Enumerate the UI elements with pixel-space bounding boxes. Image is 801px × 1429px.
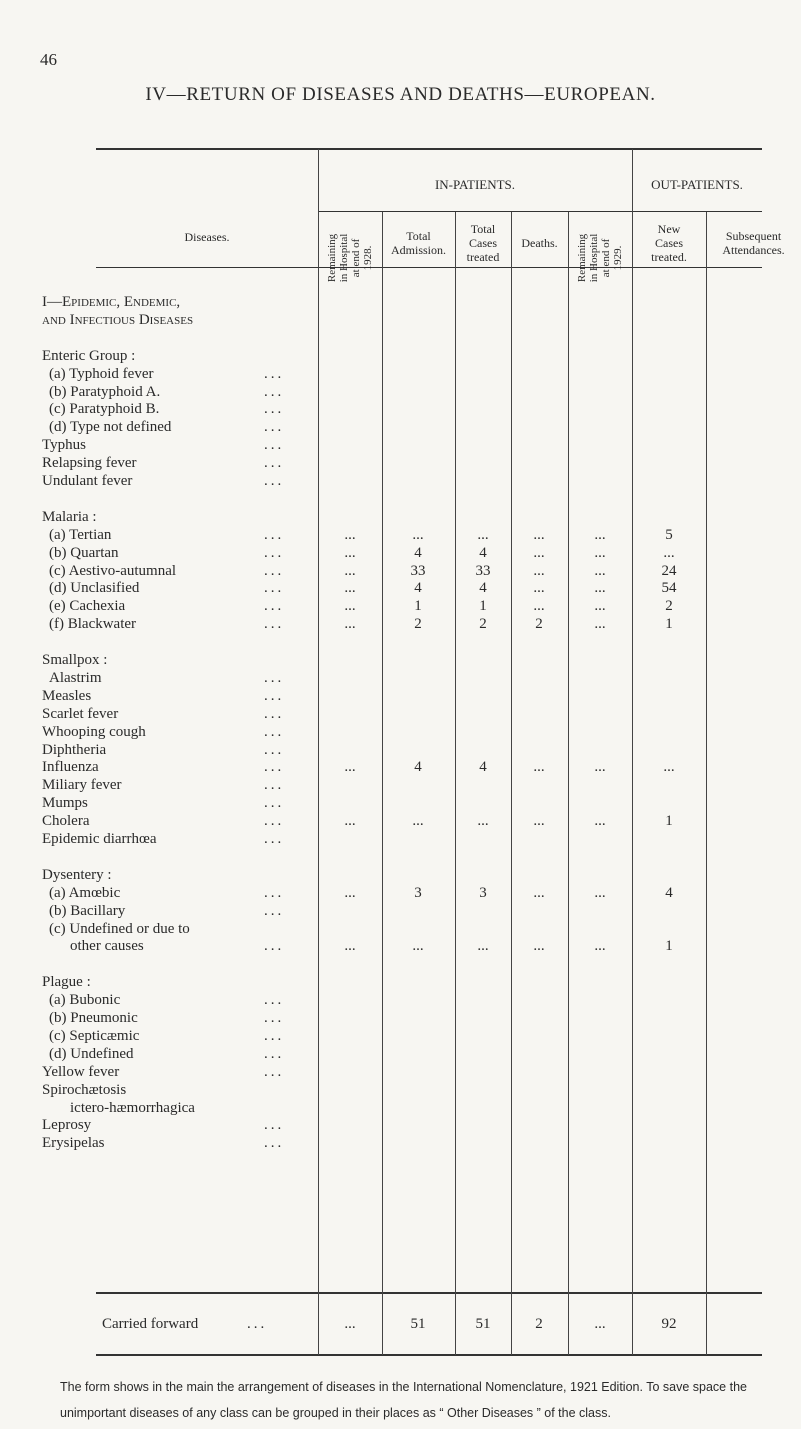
row-label: (c) Aestivo-autumnal — [49, 562, 177, 579]
table-row — [42, 903, 762, 921]
leader-dots: ... — [264, 473, 285, 489]
row-value: 1 — [414, 598, 422, 615]
table-row — [42, 598, 762, 616]
row-label: I—Epidemic, Endemic, — [42, 294, 181, 310]
table-row — [42, 1135, 762, 1153]
table-row — [42, 688, 762, 706]
row-label: (a) Typhoid fever — [49, 365, 154, 382]
subheader-rule — [318, 211, 762, 212]
table-row — [42, 652, 762, 670]
row-label: Undulant fever — [42, 473, 133, 489]
leader-dots: ... — [264, 616, 285, 633]
row-label: (d) Type not defined — [49, 419, 172, 436]
table-row — [42, 813, 762, 831]
leader-dots: ... — [264, 705, 285, 722]
row-value: ... — [344, 616, 356, 633]
table-row — [42, 831, 762, 849]
row-value: ... — [533, 884, 545, 901]
table-row — [42, 1010, 762, 1028]
row-label: Mumps — [42, 795, 88, 812]
leader-dots: ... — [264, 1027, 285, 1044]
row-value: 5 — [665, 526, 673, 543]
row-value: ... — [594, 562, 606, 579]
row-value: ... — [594, 759, 606, 776]
row-value: 54 — [661, 580, 677, 597]
leader-dots: ... — [264, 526, 285, 543]
table-row — [42, 527, 762, 545]
leader-dots: ... — [264, 831, 285, 847]
leader-dots: ... — [264, 777, 285, 794]
header-bottom-rule — [96, 267, 762, 268]
row-label: Alastrim — [49, 669, 102, 686]
header-line: 1928. — [362, 245, 374, 271]
row-value: ... — [344, 544, 356, 561]
table-row — [42, 849, 762, 867]
table-row — [42, 616, 762, 634]
table-row — [42, 921, 762, 939]
leader-dots: ... — [247, 1316, 268, 1332]
row-value: 33 — [410, 562, 426, 579]
row-value: ... — [594, 616, 606, 633]
table-row — [42, 419, 762, 437]
row-label: Measles — [42, 687, 92, 704]
table-row — [42, 294, 762, 312]
header-total-admission: Total Admission. — [390, 229, 446, 257]
leader-dots: ... — [264, 437, 285, 454]
row-value: ... — [344, 598, 356, 615]
row-value: ... — [477, 938, 489, 955]
total-value: 51 — [410, 1316, 426, 1332]
row-value: ... — [663, 759, 675, 776]
leader-dots: ... — [264, 383, 285, 400]
table-row — [42, 670, 762, 688]
header-subsequent: Subsequent Attendances. — [722, 229, 785, 257]
row-value: 2 — [665, 598, 673, 615]
leader-dots: ... — [264, 723, 285, 740]
row-value: 2 — [414, 616, 422, 633]
row-value: ... — [663, 544, 675, 561]
leader-dots: ... — [264, 884, 285, 901]
row-label: Typhus — [42, 437, 86, 454]
row-label: (b) Quartan — [49, 544, 119, 561]
table-row — [42, 401, 762, 419]
table-row — [42, 634, 762, 652]
leader-dots: ... — [264, 455, 285, 472]
table-row — [42, 759, 762, 777]
total-top-rule — [96, 1292, 762, 1294]
footnote: The form shows in the main the arrangement of diseases in the International Nomenclature, 1921 Edition. To save space the unimportant diseases of any class can be grouped in their places as “ Other Diseases ” of the class. — [60, 1380, 747, 1420]
header-line: at end of — [350, 238, 362, 278]
row-value: 24 — [661, 562, 677, 579]
table-row — [42, 795, 762, 813]
leader-dots: ... — [264, 795, 285, 812]
leader-dots: ... — [264, 669, 285, 686]
leader-dots: ... — [264, 759, 285, 776]
table-row — [42, 312, 762, 330]
table-row — [42, 563, 762, 581]
leader-dots: ... — [264, 1010, 285, 1026]
row-value: ... — [594, 580, 606, 597]
row-label: Diphtheria — [42, 741, 107, 758]
row-label: (b) Paratyphoid A. — [49, 383, 161, 400]
row-value: ... — [594, 526, 606, 543]
leader-dots: ... — [264, 938, 285, 955]
table-row — [42, 974, 762, 992]
row-label: Spirochætosis — [42, 1081, 127, 1098]
table-row — [42, 366, 762, 384]
row-label: ictero-hæmorrhagica — [70, 1099, 195, 1116]
row-label: Dysentery : — [42, 866, 112, 883]
row-value: ... — [533, 598, 545, 615]
table-row — [42, 455, 762, 473]
header-diseases: Diseases. — [184, 230, 230, 244]
table-row — [42, 867, 762, 885]
row-label: Relapsing fever — [42, 455, 137, 472]
row-label: (e) Cachexia — [49, 598, 126, 615]
row-value: ... — [344, 580, 356, 597]
row-label: (f) Blackwater — [49, 616, 137, 633]
row-label: (b) Pneumonic — [49, 1010, 138, 1026]
row-value: ... — [344, 813, 356, 830]
row-label: (d) Unclasified — [49, 580, 140, 597]
table-row — [42, 706, 762, 724]
row-label: Leprosy — [42, 1117, 92, 1134]
table-row — [42, 724, 762, 742]
table-row — [42, 491, 762, 509]
total-row — [42, 1316, 762, 1334]
row-label: Scarlet fever — [42, 705, 119, 722]
table-row — [42, 384, 762, 402]
row-value: 1 — [665, 813, 673, 830]
row-value: 4 — [479, 544, 487, 561]
leader-dots: ... — [264, 1063, 285, 1080]
leader-dots: ... — [264, 687, 285, 704]
row-label: (c) Paratyphoid B. — [49, 401, 160, 418]
table-row — [42, 509, 762, 527]
table-row — [42, 1117, 762, 1135]
row-label: (a) Tertian — [49, 526, 112, 543]
leader-dots: ... — [264, 598, 285, 615]
row-label: Enteric Group : — [42, 347, 136, 364]
leader-dots: ... — [264, 365, 285, 382]
total-value: ... — [594, 1316, 606, 1332]
row-label: Cholera — [42, 813, 90, 830]
table-row — [42, 1082, 762, 1100]
row-label: Erysipelas — [42, 1135, 105, 1152]
row-value: ... — [344, 562, 356, 579]
row-label: Miliary fever — [42, 777, 122, 794]
row-value: ... — [594, 938, 606, 955]
table-row — [42, 1100, 762, 1118]
row-label: Yellow fever — [42, 1063, 120, 1080]
leader-dots: ... — [264, 902, 285, 919]
table-row — [42, 437, 762, 455]
row-label: (b) Bacillary — [49, 902, 126, 919]
row-value: ... — [533, 813, 545, 830]
row-value: ... — [412, 526, 424, 543]
row-value: ... — [533, 544, 545, 561]
row-value: 4 — [479, 580, 487, 597]
row-value: ... — [477, 813, 489, 830]
table-row — [42, 1028, 762, 1046]
leader-dots: ... — [264, 1135, 285, 1152]
row-value: ... — [533, 526, 545, 543]
header-line: 1929. — [612, 245, 624, 271]
table-row — [42, 580, 762, 598]
total-value: ... — [344, 1316, 356, 1332]
row-value: ... — [533, 759, 545, 776]
row-value: 1 — [665, 616, 673, 633]
header-new-cases: New Cases treated. — [651, 222, 687, 264]
row-value: 4 — [414, 544, 422, 561]
leader-dots: ... — [264, 1117, 285, 1134]
row-value: ... — [344, 884, 356, 901]
leader-dots: ... — [264, 1045, 285, 1062]
row-value: 2 — [535, 616, 543, 633]
table-row — [42, 777, 762, 795]
header-line: in Hospital — [338, 233, 350, 283]
header-in-patients: IN-PATIENTS. — [434, 177, 516, 192]
row-label: Malaria : — [42, 508, 97, 525]
row-value: ... — [344, 526, 356, 543]
header-total-cases: Total Cases treated — [466, 222, 500, 264]
row-value: 4 — [414, 580, 422, 597]
row-value: ... — [594, 598, 606, 615]
leader-dots: ... — [264, 992, 285, 1009]
row-label: (d) Undefined — [49, 1045, 134, 1062]
row-value: ... — [594, 884, 606, 901]
table-row — [42, 938, 762, 956]
table-row — [42, 545, 762, 563]
row-value: ... — [344, 938, 356, 955]
leader-dots: ... — [264, 419, 285, 436]
row-value: ... — [533, 562, 545, 579]
leader-dots: ... — [264, 401, 285, 418]
table-top-rule — [96, 148, 762, 150]
row-value: 3 — [479, 884, 487, 901]
row-label: (a) Bubonic — [49, 992, 121, 1009]
row-value: ... — [412, 813, 424, 830]
table-bottom-rule — [96, 1354, 762, 1356]
row-label: Plague : — [42, 974, 91, 991]
row-value: 4 — [479, 759, 487, 776]
leader-dots: ... — [264, 813, 285, 830]
row-value: 1 — [479, 598, 487, 615]
table-row — [42, 348, 762, 366]
row-value: 33 — [475, 562, 491, 579]
row-label: (c) Undefined or due to — [49, 920, 190, 937]
row-value: ... — [533, 938, 545, 955]
table-row — [42, 1064, 762, 1082]
row-value: ... — [344, 759, 356, 776]
table-row — [42, 885, 762, 903]
leader-dots: ... — [264, 544, 285, 561]
row-value: ... — [412, 938, 424, 955]
row-value: 2 — [479, 616, 487, 633]
leader-dots: ... — [264, 580, 285, 597]
table-row — [42, 956, 762, 974]
table-row — [42, 992, 762, 1010]
total-value: 51 — [475, 1316, 491, 1332]
total-value: 2 — [535, 1316, 543, 1332]
row-value: 3 — [414, 884, 422, 901]
header-out-patients: OUT-PATIENTS. — [651, 177, 743, 192]
row-value: 1 — [665, 938, 673, 955]
total-label: Carried forward — [102, 1316, 199, 1332]
header-deaths: Deaths. — [521, 236, 558, 250]
page-title: IV—RETURN OF DISEASES AND DEATHS—EUROPEAN. — [145, 84, 656, 105]
leader-dots: ... — [264, 562, 285, 579]
row-value: ... — [533, 580, 545, 597]
row-label: other causes — [70, 938, 144, 955]
row-label: Whooping cough — [42, 723, 146, 740]
leader-dots: ... — [264, 741, 285, 758]
table-row — [42, 330, 762, 348]
row-value: 4 — [665, 884, 673, 901]
table-row — [42, 742, 762, 760]
header-line: Remaining — [326, 233, 338, 283]
row-label: (c) Septicæmic — [49, 1027, 140, 1044]
row-value: ... — [594, 813, 606, 830]
row-label: (a) Amœbic — [49, 884, 121, 901]
row-value: 4 — [414, 759, 422, 776]
header-line: Remaining — [576, 233, 588, 283]
row-label: Epidemic diarrhœa — [42, 831, 157, 847]
row-value: ... — [594, 544, 606, 561]
table-row — [42, 473, 762, 491]
row-label: Smallpox : — [42, 652, 108, 668]
page-number: 46 — [40, 50, 57, 69]
row-label: and Infectious Diseases — [42, 311, 194, 328]
header-line: at end of — [600, 238, 612, 278]
total-value: 92 — [661, 1316, 677, 1332]
header-line: in Hospital — [588, 233, 600, 283]
row-label: Influenza — [42, 759, 99, 776]
table-row — [42, 1046, 762, 1064]
row-value: ... — [477, 526, 489, 543]
